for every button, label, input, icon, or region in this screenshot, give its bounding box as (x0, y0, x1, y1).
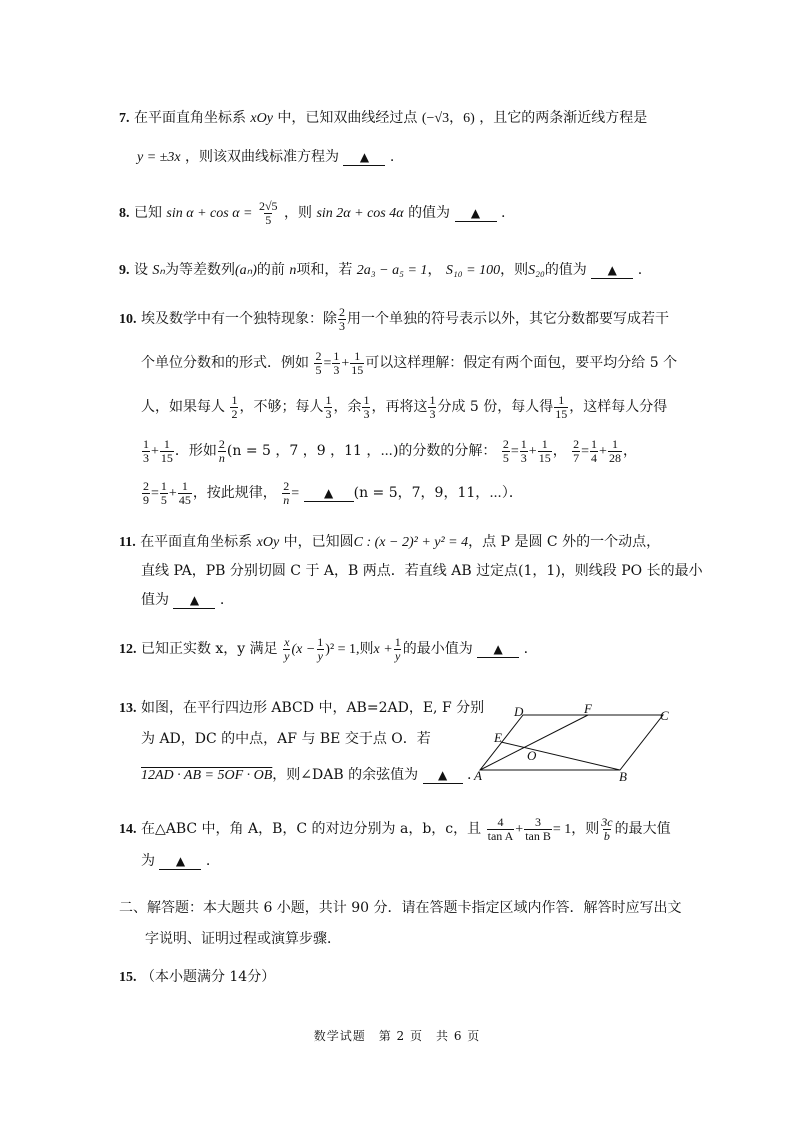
parallelogram-figure (470, 700, 680, 785)
q9-sep: ， (427, 262, 442, 278)
q8-period: . (500, 205, 506, 221)
q10-frac-1-3f: $\frac{1}{3}$ (520, 436, 527, 465)
q10-l3c: ，余 (333, 399, 362, 415)
blank-triangle: ▲ (493, 642, 503, 656)
q12-pre: 已知正实数 x，y 满足 (140, 641, 278, 657)
q10-frac-2-3: $\frac{2}{3}$ (338, 304, 345, 333)
q13-line2: 为 AD，DC 的中点，AF 与 BE 交于点 O．若 (141, 731, 431, 747)
q9-t1: 设 (133, 262, 148, 278)
q10-frac-2-7: $\frac{2}{7}$ (573, 436, 580, 465)
q8-pre: 已知 (133, 205, 162, 221)
q10-frac-1-3c: $\frac{1}{3}$ (363, 392, 370, 421)
q11-l3: 值为 (141, 592, 169, 608)
q14-line1: 14. 在△ABC 中，角 A，B，C 的对边分别为 a，b，c，且 $\frac{4}{\text{tan A}}$ + $\frac{3}{\text{tan B}}$ = 1，则 $\frac{3c}{b}$ 的最大值 (119, 814, 671, 843)
q14-l2: 为 (141, 853, 155, 869)
q10-frac-2-n-b: $\frac{2}{n}$ (283, 478, 290, 507)
point-o-label: O (527, 748, 537, 763)
q10-line4: $\frac{1}{3}$ + $\frac{1}{15}$ ．形如 $\frac{2}{n}$ (n = 5 ，7 ，9 ，11 ，⋯)的分数的分解： $\frac{2}{5}$ = $\frac{1}{3}$ + $\frac{1}{15}$ ， $\frac{2}{7}$ = $\frac{1}{4}$ + $\frac{1}{28}$ ， (143, 436, 637, 465)
q12-frac-1-y: $\frac{1}{y}$ (317, 634, 324, 663)
q11-line3 (141, 590, 224, 610)
q10-line2: 个单位分数和的形式．例如 $\frac{2}{5}$ = $\frac{1}{3}$ + $\frac{1}{15}$ 可以这样理解：假定有两个面包，要平均分给 5 个 (141, 348, 678, 377)
q8-post: 的值为 (408, 205, 451, 221)
q8-fraction (258, 200, 279, 227)
q15-number: 15. (119, 970, 137, 985)
q12-line (119, 634, 528, 665)
q9-an: (aₙ) (234, 263, 257, 278)
q7-text-c: ，且它的两条渐近线方程是 (479, 110, 648, 126)
blank-triangle: ▲ (324, 486, 334, 500)
blank-triangle: ▲ (359, 150, 370, 164)
q9-s20: S₂₀ (528, 263, 545, 278)
q11-l1b: 中，已知圆 (283, 534, 354, 550)
q10-l2b: 可以这样理解：假定有两个面包，要平均分给 5 个 (365, 355, 678, 371)
q10-l2a: 个单位分数和的形式．例如 (141, 355, 309, 371)
q10-frac-2-5b: $\frac{2}{5}$ (502, 436, 509, 465)
q9-t6: 的值为 (544, 262, 587, 278)
q13-period: . (467, 767, 472, 783)
q10-frac-1-15: $\frac{1}{15}$ (351, 348, 364, 377)
q9-t5: ，则 (500, 262, 529, 278)
q9-t4: 项和，若 (296, 262, 353, 278)
q14-post: 的最大值 (614, 821, 671, 837)
q7-text-a: 在平面直角坐标系 (133, 110, 246, 126)
q11-circle: C : (x − 2)² + y² = 4 (353, 535, 469, 550)
q10-frac-1-45: $\frac{1}{45}$ (178, 478, 191, 507)
q10-frac-1-15c: $\frac{1}{15}$ (160, 436, 173, 465)
q9-number: 9. (119, 263, 130, 278)
q10-frac-1-2: $\frac{1}{2}$ (231, 392, 238, 421)
blank-triangle: ▲ (437, 768, 448, 782)
answer-blank[interactable] (343, 149, 385, 166)
q10-frac-1-4: $\frac{1}{4}$ (591, 436, 598, 465)
q12-frac-x-y: $\frac{x}{y}$ (284, 634, 290, 663)
q10-line3 (141, 392, 667, 422)
q12-xplus: x + (373, 642, 393, 657)
answer-blank[interactable] (455, 205, 497, 222)
q13-number: 13. (119, 701, 137, 716)
q8-mid: ，则 (284, 205, 312, 221)
q10-frac-2-n: $\frac{2}{n}$ (218, 436, 225, 465)
q11-period: . (219, 592, 225, 608)
q11-line2: 直线 PA，PB 分别切圆 C 于 A，B 两点．若直线 AB 过定点(1，1)，则线段 PO 长的最小 (141, 563, 703, 579)
q9-line (119, 260, 642, 281)
q14-frac-3-tanB: $\frac{3}{\text{tan B}}$ (525, 814, 551, 843)
q12-mid1: (x − (291, 642, 316, 657)
q10-l3a: 人，如果每人 (141, 399, 225, 415)
q8-expr: sin 2α + cos 4α (316, 206, 404, 221)
q8-number: 8. (119, 206, 130, 221)
answer-blank[interactable] (159, 853, 201, 870)
q10-frac-1-15b: $\frac{1}{15}$ (555, 392, 568, 421)
blank-triangle: ▲ (175, 854, 186, 868)
q14-line2 (141, 851, 210, 871)
section2-heading-line2: 字说明、证明过程或演算步骤． (145, 931, 341, 947)
q12-then: 则 (359, 641, 374, 657)
q13-l3b: ，则∠DAB 的余弦值为 (272, 767, 419, 783)
q11-xoy: xOy (256, 535, 280, 550)
q10-l1a: 埃及数学中有一个独特现象：除 (140, 311, 337, 327)
q10-l5b: (n = 5，7，9，11，⋯）． (353, 485, 523, 501)
q7-asymptote: y = ±3x (137, 150, 181, 165)
q9-t3: 的前 (256, 262, 285, 278)
q14-pre: 在△ABC 中，角 A，B，C 的对边分别为 a，b，c，且 (140, 821, 482, 837)
answer-blank[interactable] (173, 592, 215, 609)
answer-blank[interactable] (423, 767, 463, 784)
q8-frac-den: 5 (265, 212, 272, 227)
q9-n: n (289, 263, 297, 278)
q14-frac-3c-b: $\frac{3c}{b}$ (601, 814, 613, 843)
q10-l1b: 用一个单独的符号表示以外，其它分数都要写成若干 (346, 311, 669, 327)
q11-number: 11. (119, 535, 136, 550)
q11-line1 (119, 532, 660, 553)
answer-blank[interactable] (591, 262, 633, 279)
q7-line2 (137, 147, 394, 168)
q10-l3f: ，这样每人分得 (569, 399, 668, 415)
q8-lhs: sin α + cos α = (166, 206, 253, 221)
q12-period: . (523, 641, 529, 657)
vertex-a-label: A (474, 768, 482, 783)
q14-number: 14. (119, 822, 137, 837)
q10-frac-1-28: $\frac{1}{28}$ (608, 436, 621, 465)
blank-triangle: ▲ (607, 263, 617, 277)
q12-mid2: )² = 1, (325, 642, 360, 657)
q15-line (119, 967, 275, 988)
q10-frac-1-3e: $\frac{1}{3}$ (143, 436, 149, 465)
blank-triangle: ▲ (470, 206, 481, 220)
q10-l4b: (n = 5 ，7 ，9 ，11 ，⋯)的分数的分解： (226, 443, 497, 459)
q7-line1 (119, 108, 647, 129)
q8-line (119, 196, 505, 231)
q10-l3e: 分成 5 份，每人得 (437, 399, 554, 415)
vertex-d-label: D (514, 704, 524, 719)
q14-frac-4-tanA: $\frac{4}{\text{tan A}}$ (487, 814, 514, 843)
q9-sn: Sₙ (152, 263, 165, 278)
q11-l1a: 在平面直角坐标系 (140, 534, 253, 550)
vertex-c-label: C (660, 708, 669, 723)
point-f-label: F (584, 701, 592, 716)
q10-l4a: ．形如 (174, 443, 217, 459)
q13-line1 (119, 698, 484, 719)
q10-frac-1-15d: $\frac{1}{15}$ (538, 436, 551, 465)
q7-xoy: xOy (250, 111, 273, 126)
q8-frac-num: 2√5 (258, 198, 278, 213)
q9-period: . (637, 262, 643, 278)
q12-number: 12. (119, 642, 137, 657)
q13-vector-eq: 12AD · AB = 5OF · OB (141, 768, 273, 783)
section2-heading-line1: 二、解答题：本大题共 6 小题，共计 90 分．请在答题卡指定区域内作答．解答时应写出文 (119, 900, 682, 916)
q14-period: . (205, 853, 211, 869)
segment-be (501, 742, 620, 770)
q10-frac-2-9: $\frac{2}{9}$ (143, 478, 149, 507)
q7-period: . (389, 149, 395, 165)
q14-then: ，则 (571, 821, 600, 837)
answer-blank[interactable] (304, 485, 354, 502)
q11-l1c: ，点 P 是圆 C 外的一个动点， (468, 534, 661, 550)
q10-frac-1-5: $\frac{1}{5}$ (160, 478, 167, 507)
q10-l5a: ，按此规律， (192, 485, 277, 501)
q13-line3 (141, 765, 471, 786)
q10-frac-1-3d: $\frac{1}{3}$ (429, 392, 436, 421)
blank-triangle: ▲ (189, 593, 200, 607)
q9-cond1: 2a₃ − a₅ = 1 (356, 263, 428, 278)
q10-l3b: ，不够；每人 (239, 399, 324, 415)
q10-line1 (119, 304, 669, 335)
q7-point: (−√3，6) (421, 111, 475, 126)
q10-frac-1-3b: $\frac{1}{3}$ (325, 392, 332, 421)
q9-cond2: S₁₀ = 100 (445, 263, 501, 278)
q10-line5: $\frac{2}{9}$ = $\frac{1}{5}$ + $\frac{1}{45}$ ，按此规律， $\frac{2}{n}$ = ▲ (n = 5，7，9，11，⋯）． (143, 478, 523, 507)
q10-frac-1-3: $\frac{1}{3}$ (333, 348, 340, 377)
q7-text-d: ，则该双曲线标准方程为 (185, 149, 340, 165)
vertex-b-label: B (619, 769, 627, 784)
q7-text-b: 中，已知双曲线经过点 (277, 110, 418, 126)
q15-text: （本小题满分 14分） (140, 969, 276, 985)
q9-t2: 为等差数列 (164, 262, 235, 278)
q7-number: 7. (119, 111, 130, 126)
q10-frac-2-5: $\frac{2}{5}$ (315, 348, 322, 377)
q10-number: 10. (119, 312, 137, 327)
q12-post: 的最小值为 (402, 641, 473, 657)
q13-l1: 如图，在平行四边形 ABCD 中，AB=2AD，E, F 分别 (140, 700, 485, 716)
q10-l3d: ，再将这 (371, 399, 428, 415)
point-e-label: E (494, 730, 502, 745)
page-footer: 数学试题 第 2 页 共 6 页 (313, 1029, 481, 1043)
answer-blank[interactable] (477, 641, 519, 658)
q12-frac-1-y-b: $\frac{1}{y}$ (394, 634, 401, 663)
